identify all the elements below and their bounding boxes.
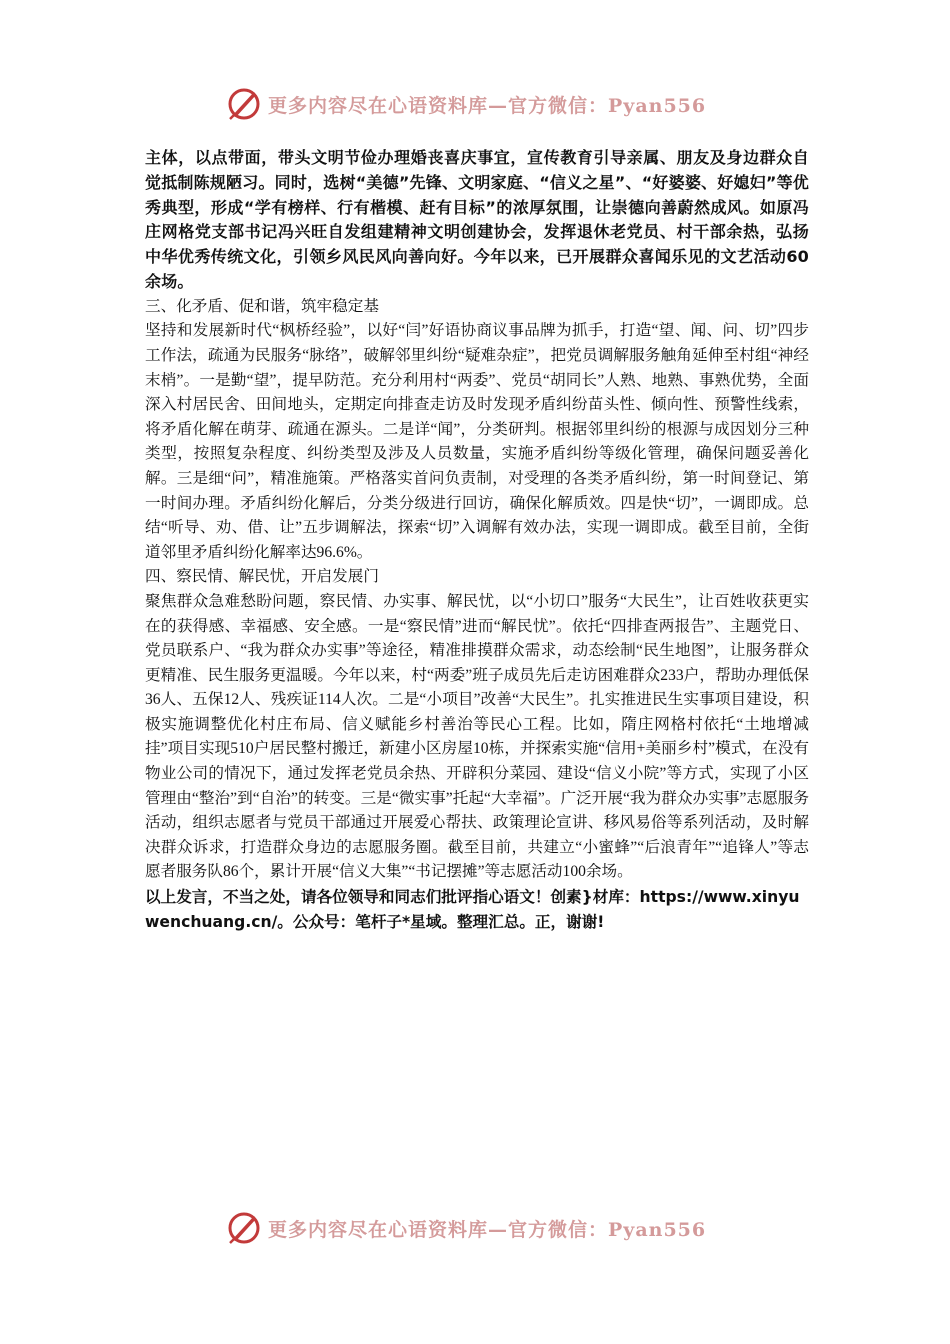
document-body: [145, 146, 809, 935]
header-banner-text: 更多内容尽在心语资料库—官方微信：Pyan556: [268, 94, 707, 117]
section3-paragraph: 坚持和发展新时代“枫桥经验”，以好“闫”好语协商议事品牌为抓手，打造“望、闻、问、切”四步工作法，疏通为民服务“脉络”，破解邻里纠纷“疑难杂症”，把党员调解服务触角延伸至村组“神经末梢”。一是勤“望”，提早防范。充分利用村“两委”、党员“胡同长”人熟、地熟、事熟优势，全面深入村居民舍、田间地头，定期定向排查走访及时发现矛盾纠纷苗头性、倾向性、预警性线索，将矛盾化解在萌芽、疏通在源头。二是详“闻”，分类研判。根据邻里纠纷的根源与成因划分三种类型，按照复杂程度、纠纷类型及涉及人员数量，实施矛盾纠纷等级化管理，确保问题妥善化解。三是细“问”，精准施策。严格落实首问负责制，对受理的各类矛盾纠纷，第一时间登记、第一时间办理。矛盾纠纷化解后，分类分级进行回访，确保化解质效。四是快“切”，一调即成。总结“听导、劝、借、让”五步调解法，探索“切”入调解有效办法，实现一调即成。截至目前，全街道邻里矛盾纠纷化解率达96.6%。: [145, 322, 809, 561]
quill-logo-icon: [226, 1210, 262, 1246]
section4-heading: 四、察民情、解民忧，开启发展门: [145, 568, 379, 586]
closing-paragraph: 以上发言，不当之处，请各位领导和同志们批评指心语文！创素}材库：https://www.xinyuwenchuang.cn/。公众号：笔杆子*星域。整理汇总。正，谢谢!: [145, 888, 800, 932]
section4-paragraph: 聚焦群众急难愁盼问题，察民情、办实事、解民忧，以“小切口”服务“大民生”，让百姓收获更实在的获得感、幸福感、安全感。一是“察民情”进而“解民忧”。依托“四排查两报告”、主题党日、党员联系户、“我为群众办实事”等途径，精准排摸群众需求，动态绘制“民生地图”，让服务群众更精准、民生服务更温暖。今年以来，村“两委”班子成员先后走访困难群众233户，帮助办理低保36人、五保12人、残疾证114人次。二是“小项目”改善“大民生”。扎实推进民生实事项目建设，积极实施调整优化村庄布局、信义赋能乡村善治等民心工程。比如，隋庄网格村依托“土地增减挂”项目实现510户居民整村搬迁，新建小区房屋10栋，并探索实施“信用+美丽乡村”模式，在没有物业公司的情况下，通过发挥老党员余热、开辟积分菜园、建设“信义小院”等方式，实现了小区管理由“整治”到“自治”的转变。三是“微实事”托起“大幸福”。广泛开展“我为群众办实事”志愿服务活动，组织志愿者与党员干部通过开展爱心帮扶、政策理论宣讲、移风易俗等系列活动，及时解决群众诉求，打造群众身边的志愿服务圈。截至目前，共建立“小蜜蜂”“后浪青年”“追锋人”等志愿者服务队86个，累计开展“信义大集”“书记摆摊”等志愿活动100余场。: [145, 592, 809, 881]
footer-banner: [0, 1208, 950, 1248]
quill-logo-icon: [226, 86, 262, 122]
header-banner: [0, 84, 950, 124]
intro-paragraph: 主体，以点带面，带头文明节俭办理婚丧喜庆事宜，宣传教育引导亲属、朋友及身边群众自觉抵制陈规陋习。同时，选树“美德”先锋、文明家庭、“信义之星”、“好婆婆、好媳妇”等优秀典型，形成“学有榜样、行有楷模、赶有目标”的浓厚氛围，让崇德向善蔚然成风。如原冯庄网格党支部书记冯兴旺自发组建精神文明创建协会，发挥退休老党员、村干部余热，弘扬中华优秀传统文化，引领乡风民风向善向好。今年以来，已开展群众喜闻乐见的文艺活动60余场。: [145, 148, 809, 291]
footer-banner-text: 更多内容尽在心语资料库—官方微信：Pyan556: [268, 1218, 707, 1241]
section3-heading: 三、化矛盾、促和谐，筑牢稳定基: [145, 297, 379, 315]
